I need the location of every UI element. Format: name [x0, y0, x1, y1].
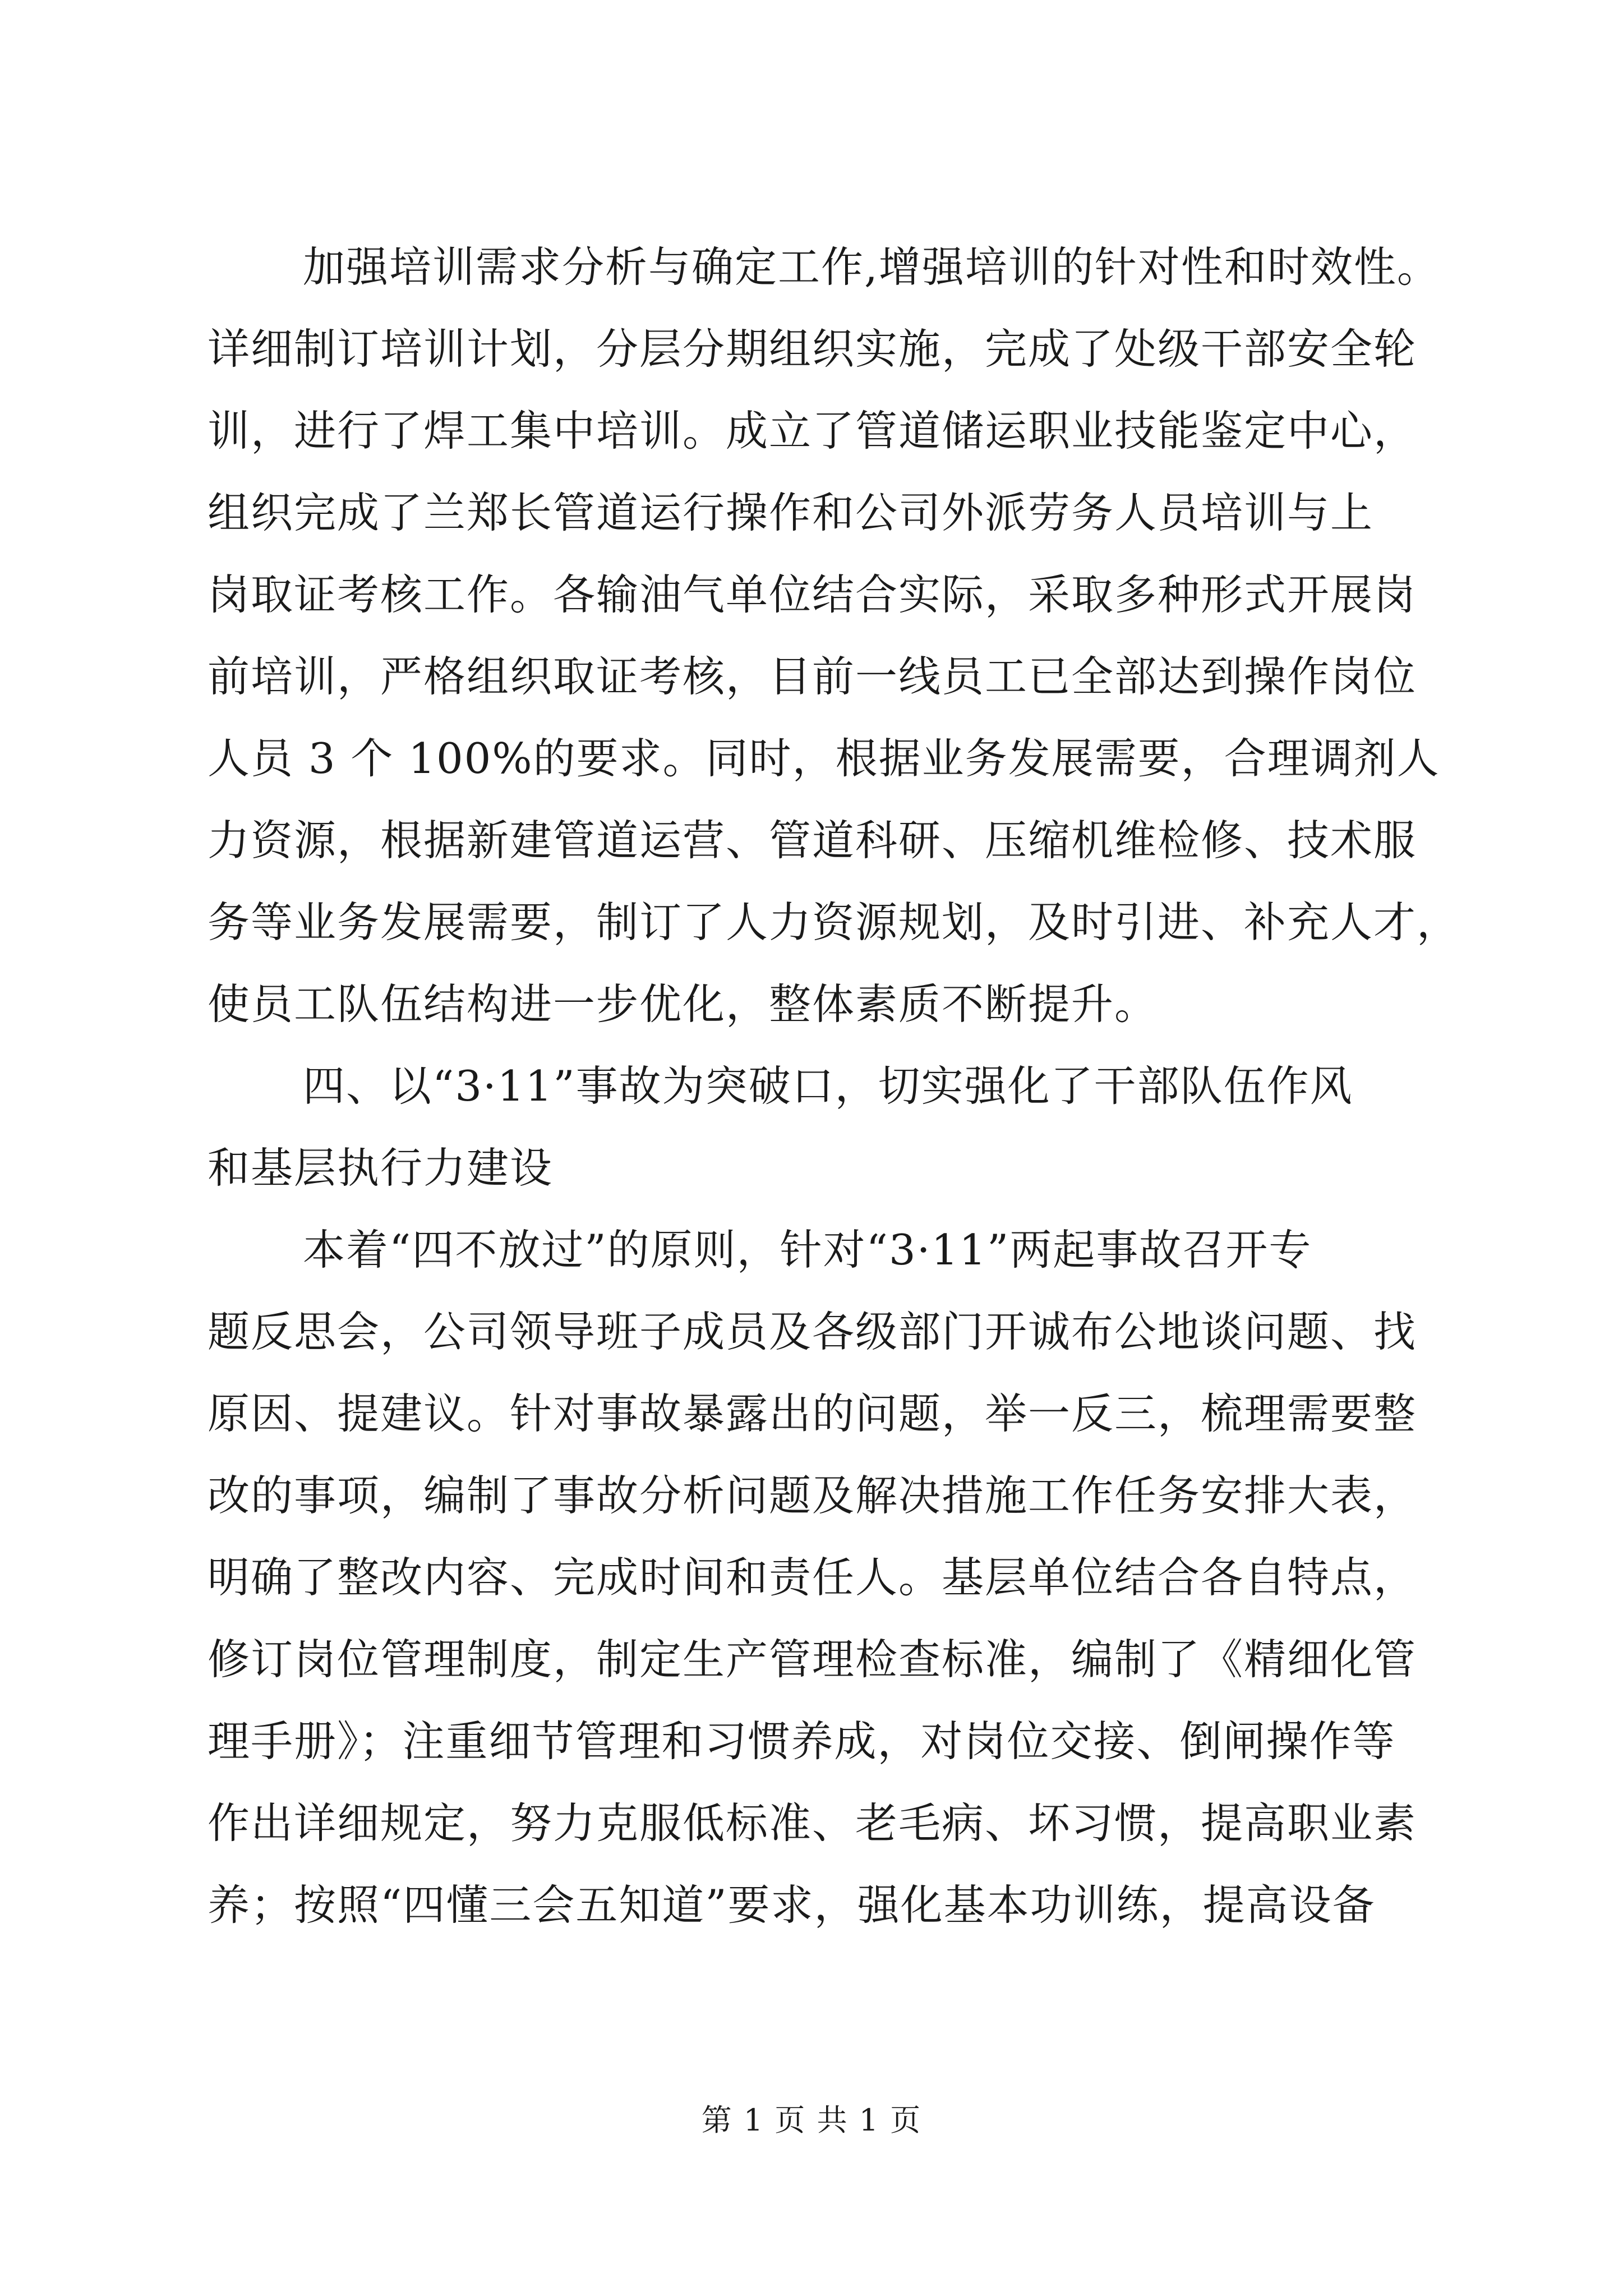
- paragraph-line: 详细制订培训计划，分层分期组织实施，完成了处级干部安全轮: [208, 324, 1417, 374]
- paragraph-line: 岗取证考核工作。各输油气单位结合实际，采取多种形式开展岗: [208, 570, 1417, 619]
- paragraph-line: 组织完成了兰郑长管道运行操作和公司外派劳务人员培训与上: [208, 488, 1374, 537]
- paragraph-line: 加强培训需求分析与确定工作,增强培训的针对性和时效性。: [303, 242, 1440, 292]
- paragraph-line: 养；按照“四懂三会五知道”要求，强化基本功训练，提高设备: [208, 1880, 1376, 1930]
- paragraph-line: 人员 3 个 100%的要求。同时，根据业务发展需要，合理调剂人: [208, 734, 1440, 783]
- page-footer: 第 1 页 共 1 页: [701, 2102, 922, 2138]
- paragraph-line: 原因、提建议。针对事故暴露出的问题，举一反三，梳理需要整: [208, 1389, 1417, 1438]
- paragraph-line: 使员工队伍结构进一步优化，整体素质不断提升。: [208, 979, 1158, 1029]
- paragraph-line: 作出详细规定，努力克服低标准、老毛病、坏习惯，提高职业素: [208, 1798, 1417, 1848]
- paragraph-line: 理手册》；注重细节管理和习惯养成，对岗位交接、倒闸操作等: [208, 1717, 1396, 1766]
- paragraph-line: 力资源，根据新建管道运营、管道科研、压缩机维检修、技术服: [208, 816, 1417, 865]
- body-text: [208, 242, 1460, 1964]
- paragraph-line: 修订岗位管理制度，制定生产管理检查标准，编制了《精细化管: [208, 1635, 1417, 1684]
- section-heading-line: 和基层执行力建设: [208, 1143, 554, 1193]
- section-heading-line: 四、以“3·11”事故为突破口，切实强化了干部队伍作风: [303, 1061, 1353, 1111]
- paragraph-line: 前培训，严格组织取证考核，目前一线员工已全部达到操作岗位: [208, 652, 1417, 701]
- paragraph-line: 务等业务发展需要，制订了人力资源规划，及时引进、补充人才，: [208, 898, 1460, 947]
- paragraph-line: 训，进行了焊工集中培训。成立了管道储运职业技能鉴定中心，: [208, 406, 1417, 455]
- paragraph-line: 本着“四不放过”的原则，针对“3·11”两起事故召开专: [303, 1225, 1312, 1274]
- paragraph-line: 题反思会，公司领导班子成员及各级部门开诚布公地谈问题、找: [208, 1307, 1417, 1356]
- paragraph-line: 改的事项，编制了事故分析问题及解决措施工作任务安排大表，: [208, 1471, 1417, 1520]
- paragraph-line: 明确了整改内容、完成时间和责任人。基层单位结合各自特点，: [208, 1553, 1417, 1602]
